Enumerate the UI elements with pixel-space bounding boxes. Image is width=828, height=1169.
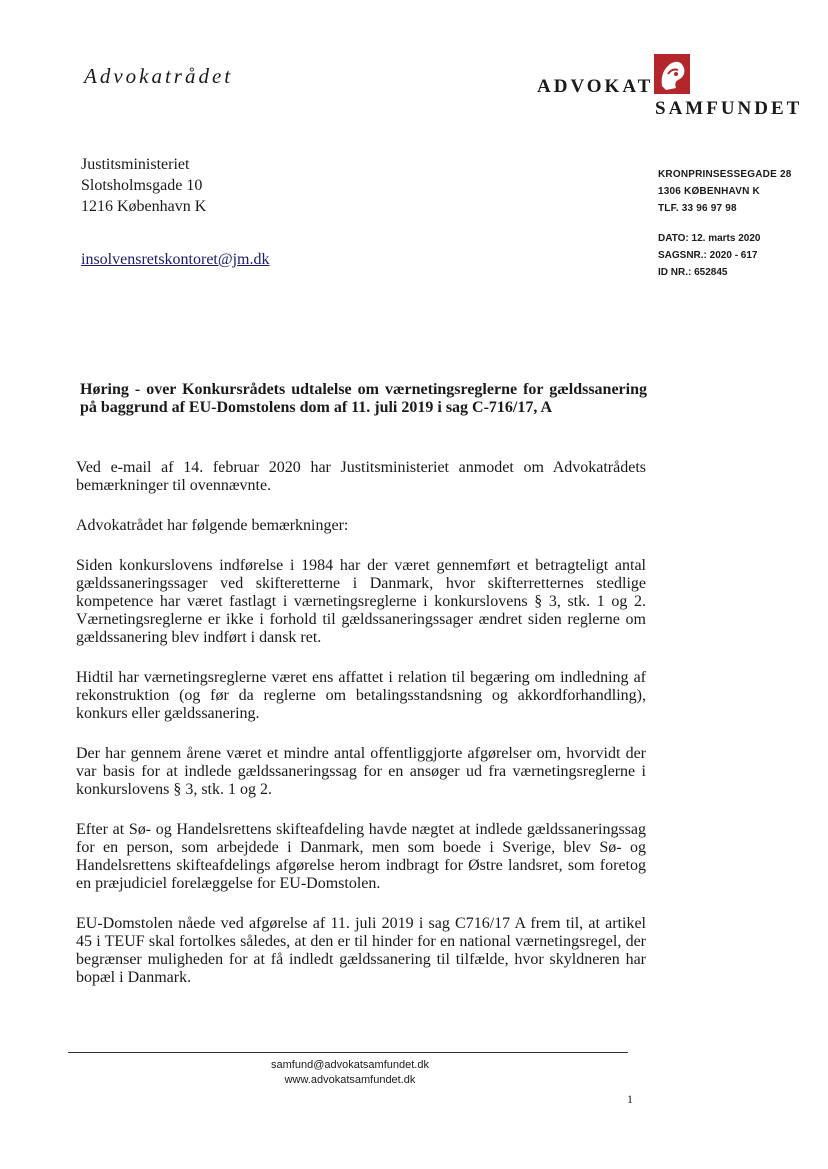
letter-subject: Høring - over Konkursrådets udtalelse om værnetingsreglerne for gældssanering på baggrund af EU-Domstolens dom af 11. juli 2019 i sag C-716/17, A	[80, 381, 647, 416]
body-paragraph: Efter at Sø- og Handelsrettens skifteafdeling havde nægtet at indlede gældssaneringssag for en person, som arbejdede i Danmark, men som boede i Sverige, blev Sø- og Handelsrettens skifteafdelings afgørelse herom indbragt for Østre landsret, som foretog en præjudiciel forelæggelse for EU-Domstolen.	[76, 821, 646, 892]
footer-divider	[68, 1052, 628, 1053]
footer-email-link[interactable]: samfund@advokatsamfundet.dk	[271, 1059, 429, 1071]
body-paragraph: EU-Domstolen nåede ved afgørelse af 11. juli 2019 i sag C716/17 A frem til, at artikel 45 i TEUF skal fortolkes således, at den er til hinder for en national værnetingsregel, der begrænser muligheden for at få indledt gældssanering til tilfælde, hvor skyldneren har bopæl i Danmark.	[76, 915, 646, 986]
recipient-city: 1216 København K	[81, 198, 207, 215]
logo-text-samfundet: SAMFUNDET	[655, 98, 803, 119]
sender-street: KRONPRINSESSEGADE 28	[658, 169, 792, 180]
council-title: Advokatrådet	[84, 64, 234, 88]
meta-date: DATO: 12. marts 2020	[658, 233, 761, 244]
recipient-street: Slotsholmsgade 10	[81, 177, 203, 194]
letter-meta	[658, 230, 760, 281]
body-paragraph: Siden konkurslovens indførelse i 1984 har der været gennemført et betragteligt antal gældssaneringssager ved skifteretterne i Danmark, hvor skifterretternes stedlige kompetence har været fastlagt i værnetingsreglerne i konkurslovens § 3, stk. 1 og 2. Værnetingsreglerne er ikke i forhold til gældssaneringssager ændret siden reglerne om gældssanering blev indført i dansk ret.	[76, 557, 646, 646]
body-paragraph: Ved e-mail af 14. februar 2020 har Justitsministeriet anmodet om Advokatrådets bemærkninger til ovennævnte.	[76, 459, 646, 494]
recipient-address	[81, 154, 206, 217]
footer-website-link[interactable]: www.advokatsamfundet.dk	[284, 1074, 416, 1086]
sender-phone: TLF. 33 96 97 98	[658, 203, 737, 214]
recipient-email-link[interactable]: insolvensretskontoret@jm.dk	[81, 251, 270, 268]
sender-city: 1306 KØBENHAVN K	[658, 186, 760, 197]
meta-id-number: ID NR.: 652845	[658, 267, 728, 278]
footer	[200, 1058, 500, 1088]
meta-case-number: SAGSNR.: 2020 - 617	[658, 250, 758, 261]
body-paragraph: Advokatrådet har følgende bemærkninger:	[76, 517, 349, 534]
page-number: 1	[627, 1092, 633, 1106]
sender-address	[658, 166, 791, 217]
body-paragraph: Der har gennem årene været et mindre antal offentliggjorte afgørelser om, hvorvidt der var basis for at indlede gældssaneringssag for en ansøger ud fra værnetingsreglerne i konkurslovens § 3, stk. 1 og 2.	[76, 745, 646, 798]
logo-text-advokat: ADVOKAT	[537, 76, 654, 97]
letter-body	[76, 459, 646, 1009]
body-paragraph: Hidtil har værnetingsreglerne været ens affattet i relation til begæring om indledning af rekonstruktion (og før da reglerne om betalingsstandsning og akkordforhandling), konkurs eller gældssanering.	[76, 669, 646, 722]
recipient-name: Justitsministeriet	[81, 156, 190, 173]
logo-emblem-icon	[654, 54, 690, 94]
